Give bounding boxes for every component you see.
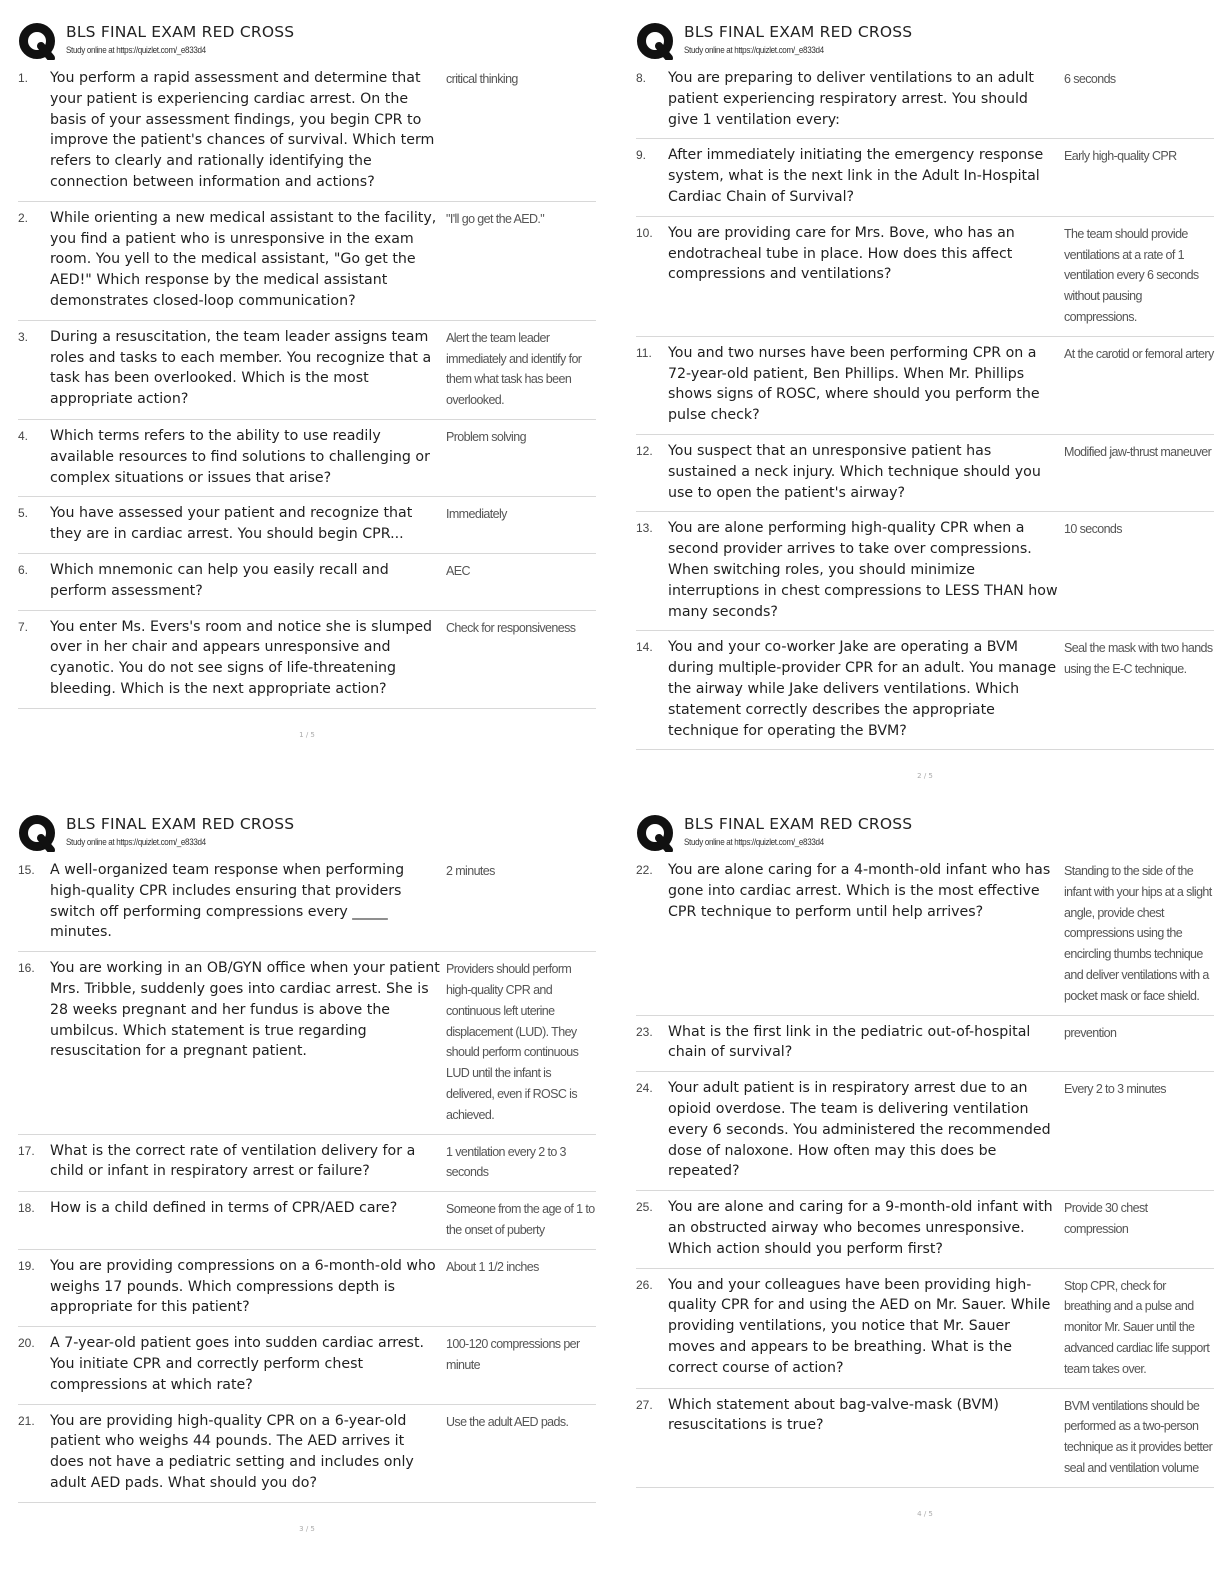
question-number: 19.: [18, 1258, 35, 1273]
page-header: [18, 812, 596, 854]
question-text: You are providing high-quality CPR on a 6-year-old patient who weighs 44 pounds. The AED arrives it does not have a pediatric setting and includes only adult AED pads. What should you do?: [50, 1412, 414, 1491]
question-row: [18, 952, 596, 1134]
question-row: [636, 337, 1214, 435]
answer-text: Provide 30 chest compression: [1064, 1201, 1148, 1236]
document-title: BLS FINAL EXAM RED CROSS: [684, 23, 913, 41]
question-number: 1.: [18, 71, 29, 85]
answer-text: Every 2 to 3 minutes: [1064, 1082, 1166, 1097]
question-text: Which mnemonic can help you easily recall and perform assessment?: [50, 561, 389, 599]
answer-text: 6 seconds: [1064, 72, 1116, 86]
page-header: [636, 812, 1214, 854]
study-online-link[interactable]: Study online at https://quizlet.com/_e833d4: [66, 837, 206, 848]
question-list: [636, 62, 1214, 750]
question-row: [636, 1389, 1214, 1488]
question-text: You are preparing to deliver ventilations to an adult patient experiencing respiratory arrest. You should give 1 ventilation every:: [668, 70, 1034, 128]
answer-text: "I'll go get the AED.": [446, 211, 545, 226]
question-text: You have assessed your patient and recognize that they are in cardiac arrest. You should begin CPR...: [50, 505, 413, 543]
question-text: What is the first link in the pediatric out-of-hospital chain of survival?: [668, 1023, 1031, 1061]
question-text: How is a child defined in terms of CPR/AED care?: [50, 1200, 398, 1217]
answer-text: Stop CPR, check for breathing and a pulse and monitor Mr. Sauer until the advanced cardiac life support team takes over.: [1064, 1278, 1210, 1376]
question-number: 25.: [636, 1200, 653, 1215]
question-number: 27.: [636, 1397, 653, 1412]
question-row: [18, 1405, 596, 1503]
document-title: BLS FINAL EXAM RED CROSS: [684, 815, 913, 833]
answer-text: AEC: [446, 563, 470, 578]
answer-text: 2 minutes: [446, 864, 495, 878]
question-row: [636, 62, 1214, 139]
question-number: 13.: [636, 521, 653, 536]
question-text: You suspect that an unresponsive patient has sustained a neck injury. Which technique should you use to open the patient's airway?: [668, 442, 1041, 501]
question-text: You are providing care for Mrs. Bove, who has an endotracheal tube in place. How does this affect compressions and ventilations?: [668, 224, 1015, 283]
quizlet-logo-icon: [18, 22, 56, 60]
page-number: 1 / 5: [299, 730, 315, 739]
answer-text: 1 ventilation every 2 to 3 seconds: [446, 1144, 566, 1180]
study-online-link[interactable]: Study online at https://quizlet.com/_e833d4: [66, 45, 206, 56]
answer-text: Alert the team leader immediately and identify for them what task has been overlooked.: [446, 330, 582, 408]
question-row: [636, 139, 1214, 216]
question-text: You are alone performing high-quality CPR when a second provider arrives to take over compressions. When switching roles, you should minimize interruptions in chest compressions to LESS THAN how many seconds?: [668, 520, 1058, 620]
page-number: 4 / 5: [917, 1509, 933, 1518]
page-4: [636, 812, 1214, 1518]
question-text: You are alone and caring for a 9-month-old infant with an obstructed airway who becomes unresponsive. Which action should you perform first?: [668, 1199, 1053, 1257]
question-number: 6.: [18, 562, 29, 577]
answer-text: Immediately: [446, 507, 507, 522]
question-row: [18, 554, 596, 611]
question-number: 24.: [636, 1081, 653, 1096]
page-3: [18, 812, 596, 1533]
answer-text: Standing to the side of the infant with your hips at a slight angle, provide chest compressions using the encircling thumbs technique and deliver ventilations with a pocket mask or face shield.: [1064, 864, 1212, 1003]
question-row: [18, 62, 596, 202]
question-list: [18, 62, 596, 709]
answer-text: BVM ventilations should be performed as a two-person technique as it provides better seal and ventilation volume: [1064, 1398, 1213, 1475]
page-header: [18, 20, 596, 62]
question-row: [18, 497, 596, 554]
question-number: 12.: [636, 443, 653, 458]
question-text: Which terms refers to the ability to use readily available resources to find solutions to challenging or complex situations or issues that arise?: [50, 427, 430, 486]
document-title: BLS FINAL EXAM RED CROSS: [66, 815, 295, 833]
answer-text: The team should provide ventilations at a rate of 1 ventilation every 6 seconds without pausing compressions.: [1064, 226, 1199, 324]
question-text: What is the correct rate of ventilation delivery for a child or infant in respiratory arrest or failure?: [50, 1142, 416, 1180]
question-text: You are providing compressions on a 6-month-old who weighs 17 pounds. Which compressions depth is appropriate for this patient?: [50, 1257, 436, 1316]
page-2: [636, 20, 1214, 780]
question-row: [636, 1191, 1214, 1268]
answer-text: 100-120 compressions per minute: [446, 1337, 580, 1372]
question-number: 9.: [636, 148, 647, 163]
question-number: 16.: [18, 961, 35, 976]
question-number: 14.: [636, 640, 653, 655]
answer-text: Someone from the age of 1 to the onset of puberty: [446, 1202, 595, 1237]
question-row: [18, 1192, 596, 1250]
question-text: You and your colleagues have been providing high-quality CPR for and using the AED on Mr. Sauer. While providing ventilations, you notice that Mr. Sauer moves and appears to be breathing. What is the correct course of action?: [668, 1276, 1051, 1376]
answer-text: 10 seconds: [1064, 522, 1122, 537]
answer-text: Check for responsiveness: [446, 620, 576, 635]
question-text: You perform a rapid assessment and determine that your patient is experiencing cardiac arrest. On the basis of your assessment findings, you begin CPR to improve the patient's chances of survival. Which term refers to clearly and rationally identifying the connection between information and actions?: [50, 70, 435, 190]
question-number: 26.: [636, 1277, 653, 1292]
question-number: 15.: [18, 863, 35, 877]
question-row: [636, 1016, 1214, 1073]
question-row: [636, 1269, 1214, 1389]
question-row: [18, 854, 596, 952]
question-number: 5.: [18, 506, 29, 521]
question-row: [18, 1327, 596, 1404]
answer-text: Early high-quality CPR: [1064, 149, 1177, 164]
question-row: [636, 1072, 1214, 1191]
question-row: [636, 631, 1214, 750]
question-text: A 7-year-old patient goes into sudden cardiac arrest. You initiate CPR and correctly perform chest compressions at which rate?: [50, 1335, 425, 1393]
question-text: Your adult patient is in respiratory arrest due to an opioid overdose. The team is delivering ventilation every 6 seconds. You administered the recommended dose of naloxone. How often may this does be repeated?: [668, 1080, 1051, 1180]
answer-text: Use the adult AED pads.: [446, 1414, 569, 1429]
quizlet-logo-icon: [636, 814, 674, 852]
answer-text: Modified jaw-thrust maneuver: [1064, 444, 1212, 459]
question-number: 11.: [636, 345, 652, 360]
question-list: [18, 854, 596, 1503]
question-text: You enter Ms. Evers's room and notice she is slumped over in her chair and appears unresponsive and cyanotic. You do not see signs of life-threatening bleeding. Which is the next appropriate action?: [50, 618, 433, 697]
document-title: BLS FINAL EXAM RED CROSS: [66, 23, 295, 41]
question-text: A well-organized team response when performing high-quality CPR includes ensuring that providers switch off performing compressions every _____ minutes.: [50, 862, 405, 941]
study-online-link[interactable]: Study online at https://quizlet.com/_e833d4: [684, 837, 824, 848]
question-row: [18, 1250, 596, 1327]
question-row: [18, 1135, 596, 1193]
quizlet-logo-icon: [636, 22, 674, 60]
question-number: 18.: [18, 1201, 35, 1216]
question-text: While orienting a new medical assistant to the facility, you find a patient who is unresponsive in the exam room. You yell to the medical assistant, "Go get the AED!" Which response by the medical assistant demonstrates closed-loop communication?: [50, 209, 437, 309]
answer-text: Providers should perform high-quality CPR and continuous left uterine displacement (LUD). They should perform continuous LUD until the infant is delivered, even if ROSC is achieved.: [446, 962, 579, 1122]
question-row: [18, 420, 596, 497]
question-text: You and two nurses have been performing CPR on a 72-year-old patient, Ben Phillips. When Mr. Phillips shows signs of ROSC, where should you perform the pulse check?: [668, 344, 1040, 424]
question-row: [636, 435, 1214, 512]
question-number: 4.: [18, 428, 29, 443]
question-text: You are working in an OB/GYN office when your patient Mrs. Tribble, suddenly goes into cardiac arrest. She is 28 weeks pregnant and her fundus is above the umbilcus. Which statement is true regarding resuscitation for a pregnant patient.: [50, 960, 440, 1060]
answer-text: Problem solving: [446, 429, 526, 444]
question-number: 17.: [18, 1143, 35, 1158]
page-1: [18, 20, 596, 739]
question-number: 3.: [18, 329, 29, 344]
question-row: [18, 321, 596, 420]
question-text: You and your co-worker Jake are operating a BVM during multiple-provider CPR for an adult. You manage the airway while Jake delivers ventilations. Which statement correctly describes the appropriate technique for operating the BVM?: [668, 639, 1057, 739]
page-number: 2 / 5: [917, 772, 933, 781]
question-number: 22.: [636, 863, 653, 877]
question-number: 21.: [18, 1413, 35, 1428]
page-header: [636, 20, 1214, 62]
question-row: [636, 512, 1214, 631]
question-row: [636, 217, 1214, 337]
study-online-link[interactable]: Study online at https://quizlet.com/_e833d4: [684, 45, 824, 56]
question-text: You are alone caring for a 4-month-old infant who has gone into cardiac arrest. Which is the most effective CPR technique to perform until help arrives?: [668, 862, 1051, 920]
answer-text: Seal the mask with two hands using the E-C technique.: [1064, 641, 1213, 677]
question-number: 8.: [636, 71, 647, 85]
question-list: [636, 854, 1214, 1488]
answer-text: critical thinking: [446, 72, 518, 86]
answer-text: At the carotid or femoral artery: [1064, 346, 1214, 361]
question-text: After immediately initiating the emergency response system, what is the next link in the Adult In-Hospital Cardiac Chain of Survival?: [668, 147, 1044, 205]
question-number: 10.: [636, 225, 653, 240]
question-number: 23.: [636, 1024, 653, 1039]
question-number: 20.: [18, 1336, 35, 1351]
question-row: [18, 611, 596, 709]
question-number: 7.: [18, 619, 29, 634]
question-row: [18, 202, 596, 321]
quizlet-logo-icon: [18, 814, 56, 852]
question-text: Which statement about bag-valve-mask (BVM) resuscitations is true?: [668, 1396, 999, 1434]
answer-text: About 1 1/2 inches: [446, 1259, 539, 1274]
answer-text: prevention: [1064, 1025, 1117, 1040]
question-row: [636, 854, 1214, 1016]
page-number: 3 / 5: [299, 1524, 315, 1533]
question-text: During a resuscitation, the team leader assigns team roles and tasks to each member. You recognize that a task has been overlooked. Which is the most appropriate action?: [50, 328, 432, 408]
question-number: 2.: [18, 210, 29, 225]
